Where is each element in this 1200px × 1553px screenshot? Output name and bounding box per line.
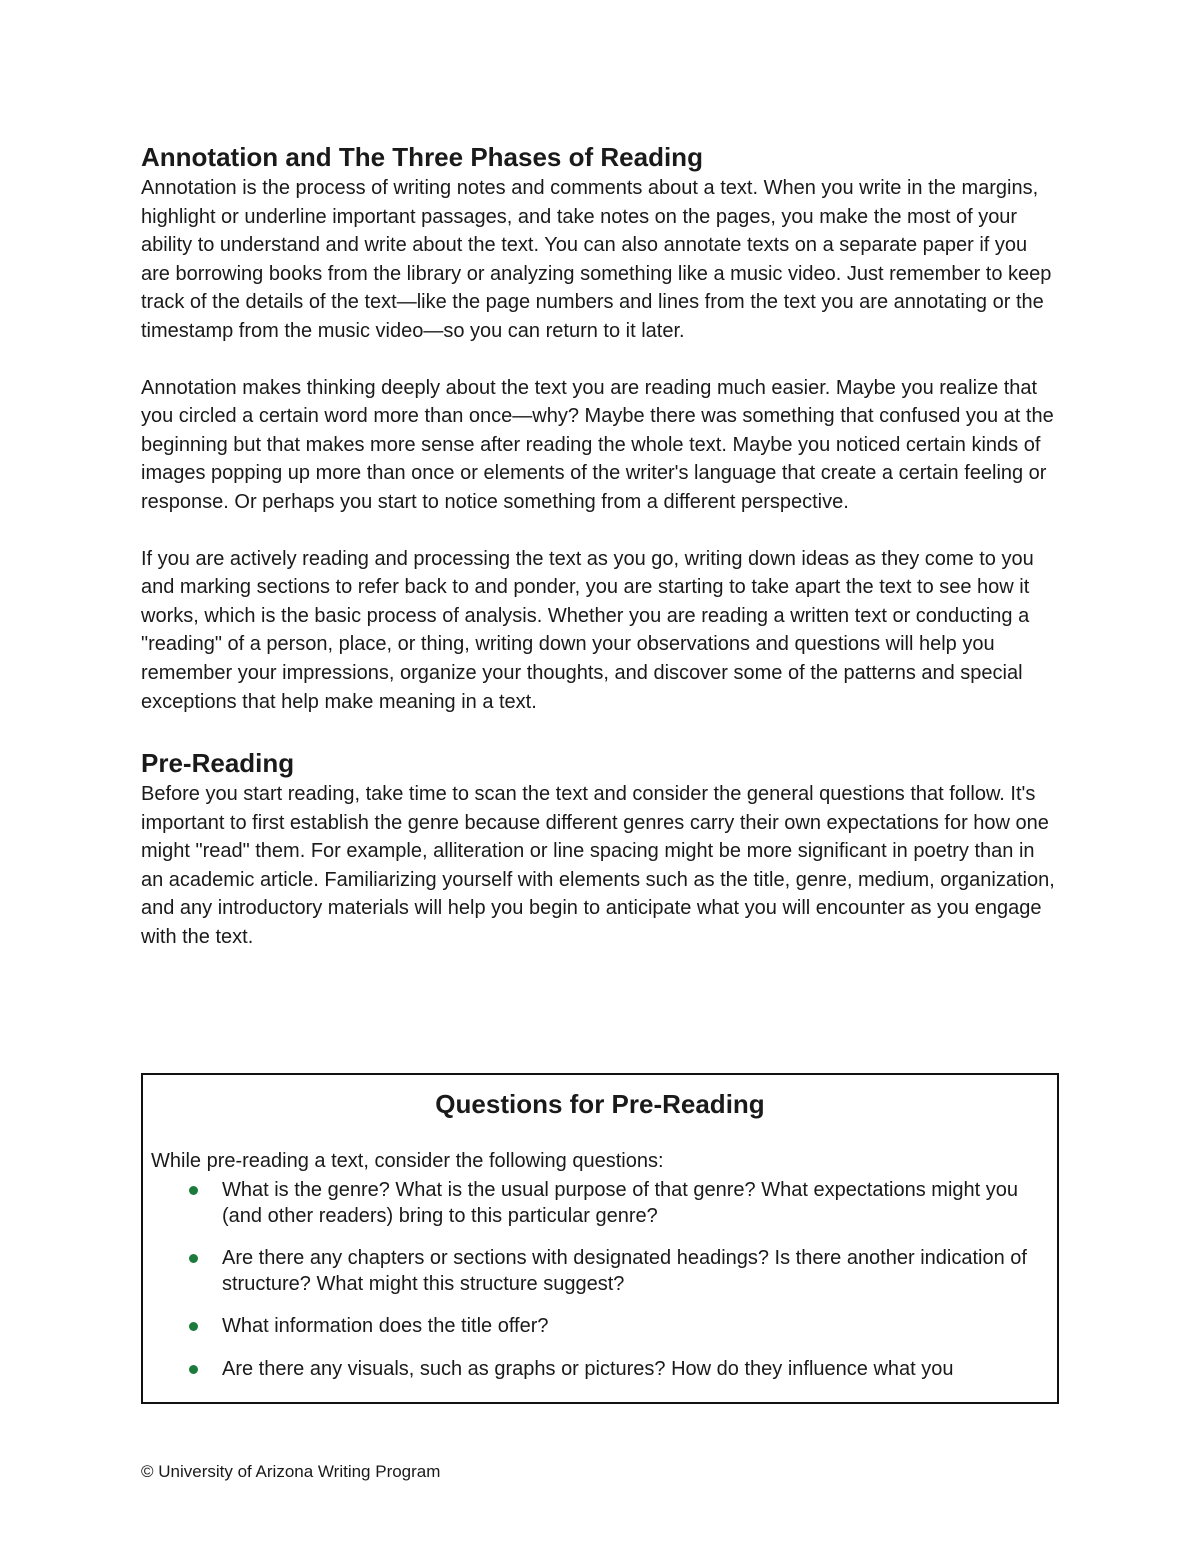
- list-item: [143, 1314, 1057, 1340]
- list-item-text: What is the genre? What is the usual purpose of that genre? What expectations might you (and other readers) bring to this particular genre?: [222, 1179, 1019, 1227]
- list-item-text: Are there any chapters or sections with designated headings? Is there another indication of structure? What might this structure suggest?: [222, 1247, 1027, 1295]
- bullet-icon: [189, 1186, 198, 1195]
- questions-box-intro: While pre-reading a text, consider the following questions:: [151, 1150, 664, 1172]
- page-title: Annotation and The Three Phases of Reading: [141, 142, 703, 172]
- questions-box-title: Questions for Pre-Reading: [435, 1089, 765, 1119]
- paragraph-active-reading: If you are actively reading and processing the text as you go, writing down ideas as they come to you and marking sections to refer back to and ponder, you are starting to take apart the text to see how it works, which is the basic process of analysis. Whether you are reading a written text or conducting a "reading" of a person, place, or thing, writing down your observations and questions will help you remember your impressions, organize your thoughts, and discover some of the patterns and special exceptions that help make meaning in a text.: [141, 547, 1034, 713]
- list-item: [143, 1246, 1057, 1297]
- paragraph-pre-reading: Before you start reading, take time to scan the text and consider the general questions that follow. It's important to first establish the genre because different genres carry their own expectations for how one might "read" them. For example, alliteration or line spacing might be more significant in poetry than in an academic article. Familiarizing yourself with elements such as the title, genre, medium, organization, and any introductory materials will help you begin to anticipate what you will encounter as you engage with the text.: [141, 783, 1055, 949]
- paragraph-annotation-intro: Annotation is the process of writing notes and comments about a text. When you write in the margins, highlight or underline important passages, and take notes on the pages, you make the most of your ability to understand and write about the text. You can also annotate texts on a separate paper if you are borrowing books from the library or analyzing something like a music video. Just remember to keep track of the details of the text—like the page numbers and lines from the text you are annotating or the timestamp from the music video—so you can return to it later.: [141, 177, 1052, 342]
- list-item: [143, 1357, 1057, 1383]
- questions-list: [143, 1178, 1057, 1382]
- section-heading-pre-reading: Pre-Reading: [141, 748, 295, 779]
- questions-box: [141, 1073, 1059, 1404]
- bullet-icon: [189, 1322, 198, 1331]
- document-body: [141, 140, 1061, 952]
- list-item: [143, 1178, 1057, 1229]
- bullet-icon: [189, 1365, 198, 1374]
- list-item-text: What information does the title offer?: [222, 1315, 549, 1337]
- footer-copyright: © University of Arizona Writing Program: [141, 1462, 441, 1481]
- list-item-text: Are there any visuals, such as graphs or pictures? How do they influence what you: [222, 1357, 954, 1380]
- paragraph-annotation-thinking: Annotation makes thinking deeply about the text you are reading much easier. Maybe you realize that you circled a certain word more than once—why? Maybe there was something that confused you at the beginning but that makes more sense after reading the whole text. Maybe you noticed certain kinds of images popping up more than once or elements of the writer's language that create a certain feeling or response. Or perhaps you start to notice something from a different perspective.: [141, 376, 1054, 513]
- bullet-icon: [189, 1254, 198, 1263]
